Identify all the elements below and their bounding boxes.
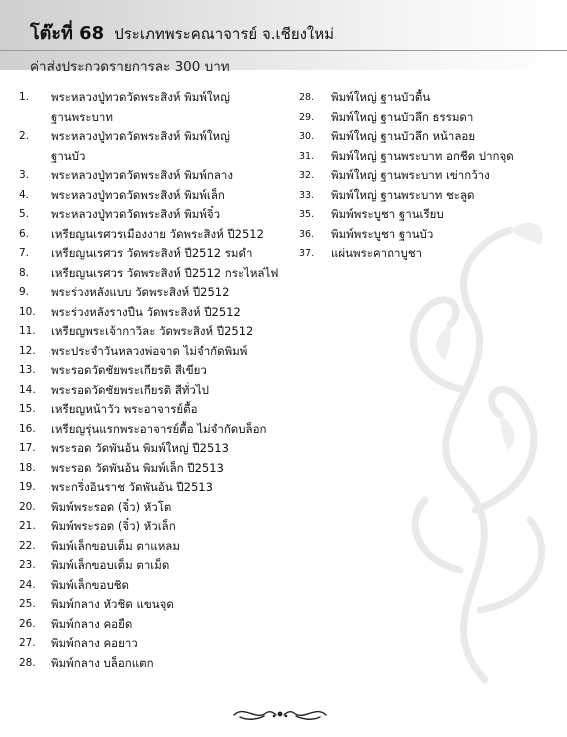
item-text <box>331 166 549 186</box>
list-item <box>19 615 319 635</box>
item-text-line: พิมพ์กลาง คอยืด <box>51 616 133 631</box>
item-number: 16. <box>19 422 36 435</box>
item-text <box>51 225 319 245</box>
list-item <box>299 108 549 128</box>
item-text <box>51 342 319 362</box>
item-text <box>51 595 319 615</box>
list-item <box>19 244 319 264</box>
item-text-line: พิมพ์ใหญ่ ฐานบัวลึก หน้าลอย <box>331 129 476 143</box>
item-number: 17. <box>19 442 36 454</box>
item-text <box>51 537 319 557</box>
item-text-line: พระร่วงหลังรางปืน วัดพระสิงห์ ปี2512 <box>51 304 241 319</box>
floral-watermark-ornament <box>390 210 560 690</box>
item-text-line: พระหลวงปู่ทวดวัดพระสิงห์ พิมพ์ใหญ่ <box>51 129 230 143</box>
item-number: 20. <box>19 500 36 513</box>
item-text-line: เหรียญรุ่นแรกพระอาจารย์ตื้อ ไม่จำกัดบล็อก <box>51 421 267 436</box>
list-item <box>299 244 549 264</box>
item-text-line: พิมพ์ใหญ่ ฐานพระบาท อกชีด ปากจุด <box>331 148 514 163</box>
list-item <box>19 361 319 381</box>
item-text-line: เหรียญนเรศวร วัดพระสิงห์ ปี2512 กระไหล่ไฟ <box>51 265 279 280</box>
list-item <box>19 517 319 537</box>
list-item <box>19 88 319 127</box>
item-text <box>331 186 549 206</box>
item-number: 28. <box>19 656 36 669</box>
item-text-line: พระหลวงปู่ทวดวัดพระสิงห์ พิมพ์กลาง <box>51 168 233 182</box>
item-text <box>51 166 319 186</box>
item-text <box>51 439 319 459</box>
item-number: 6. <box>19 227 30 240</box>
item-text <box>51 576 319 596</box>
item-number: 18. <box>19 461 36 474</box>
item-number: 19. <box>19 481 36 493</box>
item-number: 3. <box>19 169 30 181</box>
list-item <box>19 576 319 596</box>
item-text <box>51 186 319 206</box>
item-text-line: พระกริ่งอินราช วัดพันอ้น ปี2513 <box>51 480 213 494</box>
list-item <box>19 654 319 674</box>
item-text-line: เหรียญนเรศวร วัดพระสิงห์ ปี2512 รมดำ <box>51 246 253 260</box>
item-text-line: พระหลวงปู่ทวดวัดพระสิงห์ พิมพ์จิ๋ว <box>51 207 221 221</box>
list-item <box>19 186 319 206</box>
item-number: 30. <box>299 131 315 142</box>
item-text-line: พิมพ์ใหญ่ ฐานบัวลึก ธรรมดา <box>331 109 474 124</box>
item-text-line: เหรียญพระเจ้ากาวิละ วัดพระสิงห์ ปี2512 <box>51 324 254 338</box>
item-number: 2. <box>19 130 30 142</box>
entry-fee-text: ค่าส่งประกวดรายการละ 300 บาท <box>30 59 230 75</box>
list-item <box>299 166 549 186</box>
item-text-line: พระรอดวัดชัยพระเกียรติ สีทั่วไป <box>51 382 209 397</box>
item-text-line: พิมพ์ใหญ่ ฐานบัวตื้น <box>331 90 431 104</box>
list-item <box>19 283 319 303</box>
list-item <box>299 147 549 167</box>
item-text <box>331 225 549 245</box>
item-number: 28. <box>299 92 315 103</box>
list-item <box>19 400 319 420</box>
item-text-line: พระรอด วัดพันอ้น พิมพ์ใหญ่ ปี2513 <box>51 441 229 455</box>
item-number: 13. <box>19 364 36 376</box>
item-number: 24. <box>19 578 36 591</box>
title-row <box>30 18 334 47</box>
list-item <box>19 225 319 245</box>
item-number: 12. <box>19 344 36 357</box>
item-text-line: พิมพ์กลาง หัวชิด แขนจุด <box>51 597 174 611</box>
item-text <box>51 303 319 323</box>
list-item <box>19 322 319 342</box>
item-number: 7. <box>19 247 30 259</box>
list-item <box>19 381 319 401</box>
list-item <box>19 498 319 518</box>
item-text <box>51 361 319 381</box>
item-text <box>51 127 319 166</box>
item-text <box>331 205 549 225</box>
item-text-line: พิมพ์เล็กขอบเต็ม ตาแหลม <box>51 538 180 553</box>
list-item <box>19 342 319 362</box>
list-item <box>19 303 319 323</box>
category-title: ประเภทพระคณาจารย์ จ.เชียงใหม่ <box>114 25 335 43</box>
item-text-line: พิมพ์กลาง บล็อกแตก <box>51 655 154 670</box>
list-item <box>19 459 319 479</box>
list-item <box>19 205 319 225</box>
item-number: 33. <box>299 189 315 201</box>
list-item <box>19 166 319 186</box>
item-number: 21. <box>19 520 36 532</box>
item-text <box>331 147 549 167</box>
item-text <box>331 127 549 147</box>
item-text <box>331 88 549 108</box>
item-number: 15. <box>19 403 36 415</box>
item-text-line: แผ่นพระคาถาบูชา <box>331 246 423 260</box>
item-text-line: พิมพ์พระรอด (จิ๋ว) หัวโต <box>51 499 172 514</box>
item-text-line: ฐานบัว <box>51 148 86 163</box>
item-number: 25. <box>19 598 36 610</box>
footer-ornament <box>230 701 330 725</box>
item-text-line: ฐานพระบาท <box>51 109 113 124</box>
list-item <box>19 537 319 557</box>
item-number: 31. <box>299 150 315 162</box>
entry-list-right <box>299 88 549 264</box>
item-number: 27. <box>19 637 36 649</box>
item-text-line: พิมพ์เล็กขอบเต็ม ตาเม็ด <box>51 558 170 572</box>
item-text-line: พิมพ์พระบูชา ฐานเรียบ <box>331 207 444 221</box>
item-number: 8. <box>19 266 30 279</box>
item-text <box>51 556 319 576</box>
item-text-line: พิมพ์ใหญ่ ฐานพระบาท เข่ากว้าง <box>331 168 490 182</box>
item-text <box>51 283 319 303</box>
list-item <box>299 225 549 245</box>
list-item <box>19 439 319 459</box>
table-number-title: โต๊ะที่ 68 <box>30 23 105 44</box>
item-number: 36. <box>299 228 315 240</box>
item-text <box>51 459 319 479</box>
item-number: 11. <box>19 325 36 337</box>
item-text-line: พระประจำวันหลวงพ่อจาด ไม่จำกัดพิมพ์ <box>51 343 248 358</box>
item-text-line: พิมพ์พระบูชา ฐานบัว <box>331 226 434 241</box>
item-number: 10. <box>19 305 36 318</box>
item-number: 29. <box>299 111 315 123</box>
item-text-line: พิมพ์เล็กขอบชิด <box>51 577 130 592</box>
item-text-line: พระหลวงปู่ทวดวัดพระสิงห์ พิมพ์ใหญ่ <box>51 90 230 104</box>
item-text-line: พระรอด วัดพันอ้น พิมพ์เล็ก ปี2513 <box>51 460 224 475</box>
list-item <box>299 127 549 147</box>
item-text <box>51 478 319 498</box>
item-text-line: พิมพ์พระรอด (จิ๋ว) หัวเล็ก <box>51 519 176 533</box>
list-item <box>19 420 319 440</box>
list-item <box>19 634 319 654</box>
item-text <box>51 498 319 518</box>
item-text <box>51 420 319 440</box>
list-item <box>299 88 549 108</box>
list-item <box>19 478 319 498</box>
list-item <box>19 595 319 615</box>
list-item <box>19 127 319 166</box>
item-text-line: พระรอดวัดชัยพระเกียรติ สีเขียว <box>51 363 207 377</box>
item-text <box>51 615 319 635</box>
item-number: 4. <box>19 188 30 201</box>
item-number: 37. <box>299 248 315 259</box>
list-item <box>299 186 549 206</box>
item-text <box>51 322 319 342</box>
item-text <box>51 634 319 654</box>
item-text <box>51 654 319 674</box>
item-number: 9. <box>19 286 30 298</box>
list-item <box>299 205 549 225</box>
item-text <box>51 205 319 225</box>
item-text <box>51 264 319 284</box>
item-text <box>51 88 319 127</box>
item-text-line: เหรียญนเรศวรเมืองงาย วัดพระสิงห์ ปี2512 <box>51 226 264 241</box>
list-item <box>19 556 319 576</box>
item-number: 1. <box>19 91 30 103</box>
item-text-line: พระหลวงปู่ทวดวัดพระสิงห์ พิมพ์เล็ก <box>51 187 225 202</box>
item-text-line: พิมพ์ใหญ่ ฐานพระบาท ชะลูด <box>331 187 475 202</box>
item-text <box>51 381 319 401</box>
item-number: 35. <box>299 209 315 220</box>
item-number: 5. <box>19 208 30 220</box>
header-divider <box>0 50 567 51</box>
list-item <box>19 264 319 284</box>
item-text-line: เหรียญหน้าวัว พระอาจารย์ตื้อ <box>51 402 198 416</box>
item-text <box>51 400 319 420</box>
item-number: 32. <box>299 170 315 181</box>
item-text <box>331 108 549 128</box>
item-number: 14. <box>19 383 36 396</box>
item-text-line: พระร่วงหลังแบบ วัดพระสิงห์ ปี2512 <box>51 285 230 299</box>
entry-list-left <box>19 88 319 673</box>
item-text <box>51 244 319 264</box>
item-number: 23. <box>19 559 36 571</box>
item-number: 26. <box>19 617 36 630</box>
item-text <box>331 244 549 264</box>
item-number: 22. <box>19 539 36 552</box>
item-text <box>51 517 319 537</box>
item-text-line: พิมพ์กลาง คอยาว <box>51 636 138 650</box>
